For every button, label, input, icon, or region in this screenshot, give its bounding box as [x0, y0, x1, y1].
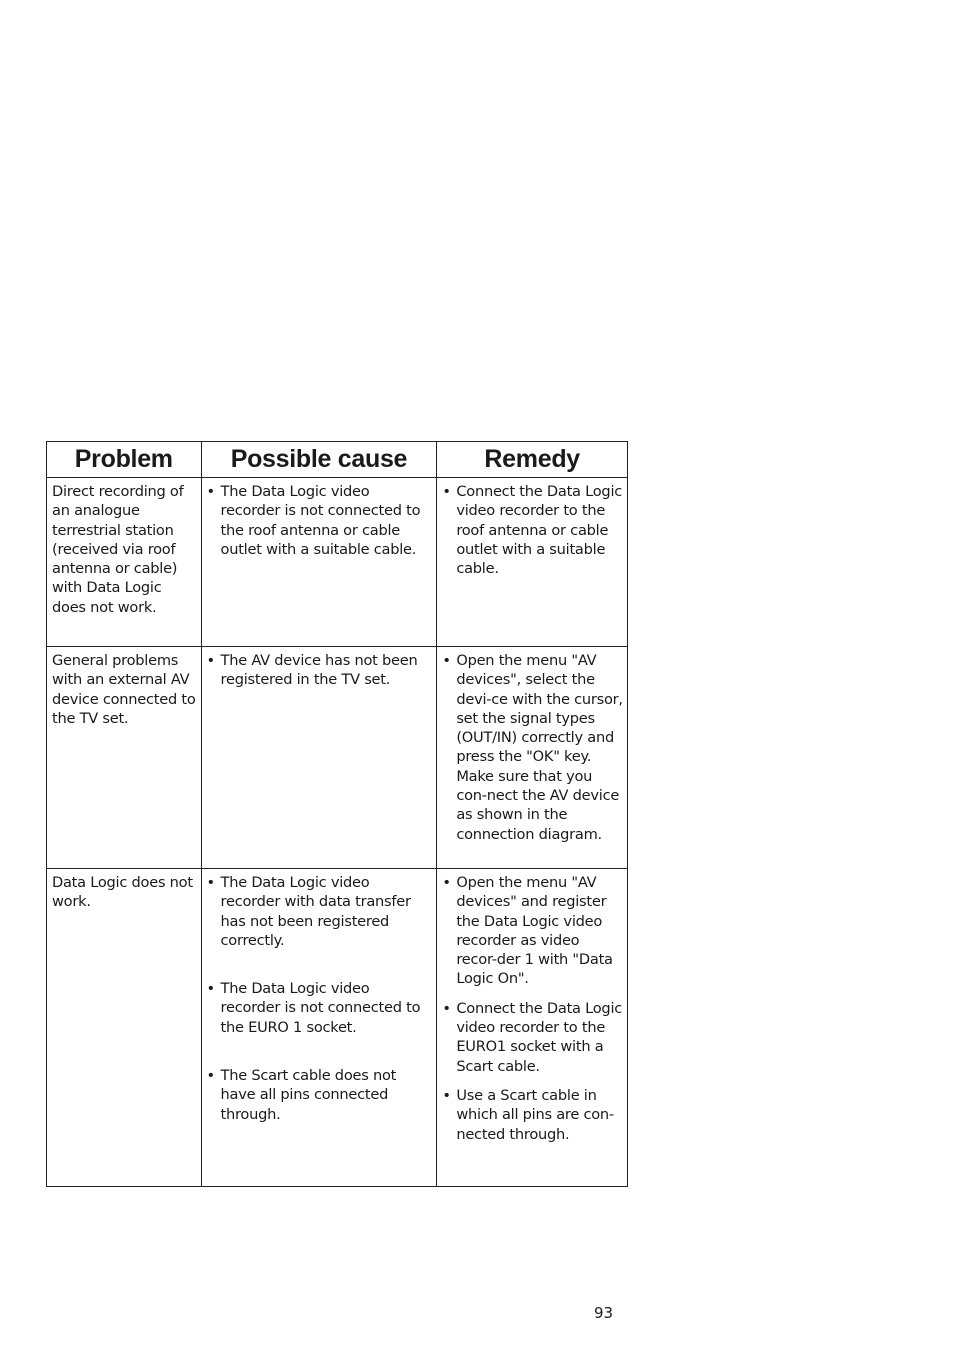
- problem-cell: General problems with an external AV device connected to the TV set.: [47, 647, 202, 869]
- cause-item: • The Data Logic video recorder is not connected to the EURO 1 socket.: [207, 979, 433, 1037]
- cause-item: • The Data Logic video recorder is not connected to the roof antenna or cable outlet with a suitable cable.: [207, 482, 433, 559]
- remedy-cell: [437, 478, 628, 647]
- header-remedy: Remedy: [437, 442, 628, 478]
- cause-item: • The Scart cable does not have all pins connected through.: [207, 1066, 433, 1124]
- troubleshooting-table: [46, 441, 628, 1187]
- cause-item: • The AV device has not been registered in the TV set.: [207, 651, 433, 690]
- remedy-item: • Open the menu "AV devices" and register the Data Logic video recorder as video recor-der 1 with "Data Logic On".: [442, 873, 623, 989]
- cause-cell: [201, 478, 437, 647]
- remedy-cell: [437, 869, 628, 1187]
- cause-cell: [201, 647, 437, 869]
- table-row: [47, 478, 628, 647]
- table-row: [47, 869, 628, 1187]
- header-problem: Problem: [47, 442, 202, 478]
- page-number: 93: [594, 1304, 614, 1322]
- problem-cell: Data Logic does not work.: [47, 869, 202, 1187]
- cause-item: • The Data Logic video recorder with data transfer has not been registered correctly.: [207, 873, 433, 950]
- remedy-item: • Connect the Data Logic video recorder to the roof antenna or cable outlet with a suitable cable.: [442, 482, 623, 578]
- remedy-item: • Connect the Data Logic video recorder to the EURO1 socket with a Scart cable.: [442, 999, 623, 1076]
- remedy-cell: [437, 647, 628, 869]
- table-row: [47, 647, 628, 869]
- remedy-item: • Open the menu "AV devices", select the devi-ce with the cursor, set the signal types (OUT/IN) correctly and press the "OK" key. Make sure that you con-nect the AV device as shown in the connection diagram.: [442, 651, 623, 844]
- header-possible-cause: Possible cause: [201, 442, 437, 478]
- problem-cell: Direct recording of an analogue terrestrial station (received via roof antenna or cable) with Data Logic does not work.: [47, 478, 202, 647]
- cause-cell: [201, 869, 437, 1187]
- table-header-row: [47, 442, 628, 478]
- remedy-item: • Use a Scart cable in which all pins are con-nected through.: [442, 1086, 623, 1144]
